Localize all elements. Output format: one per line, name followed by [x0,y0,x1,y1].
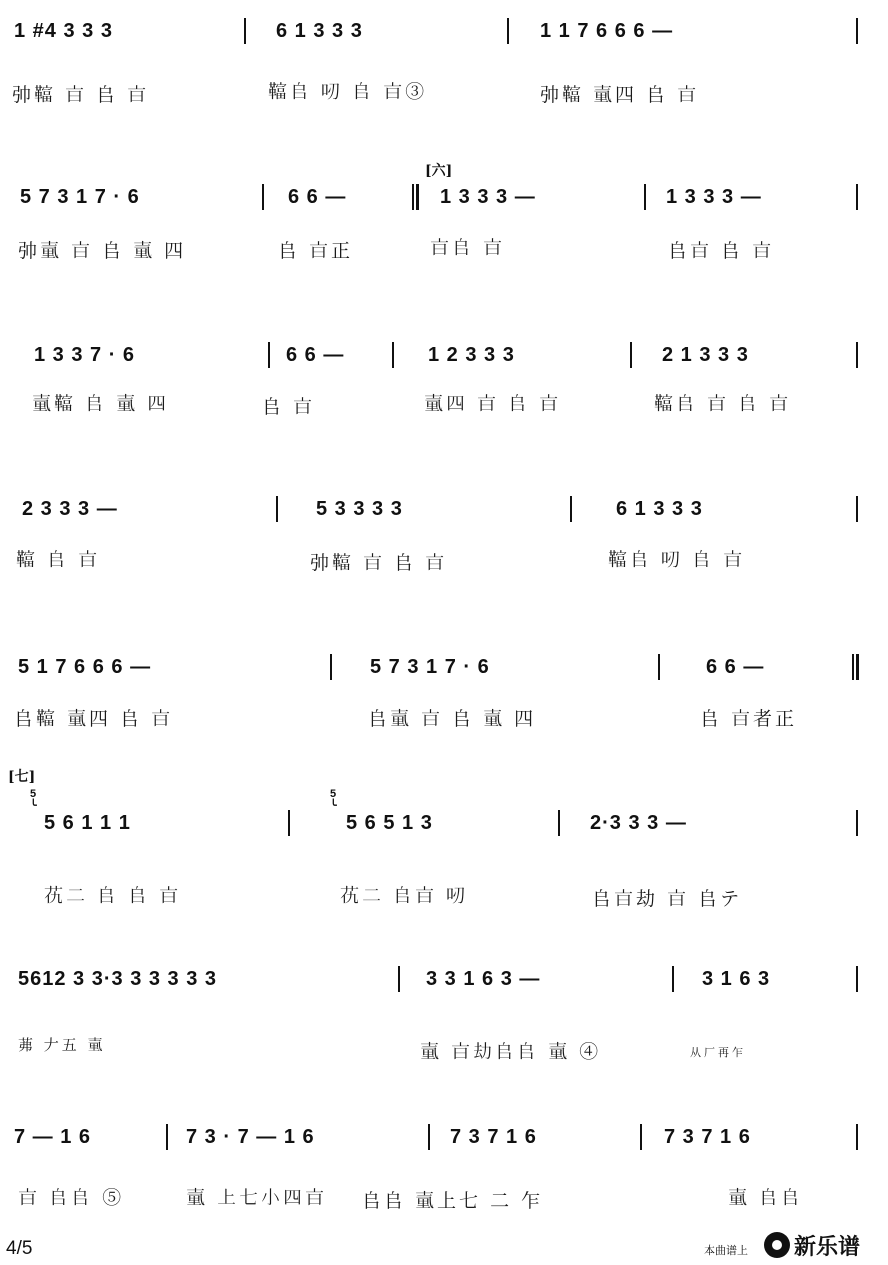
bar-line [288,810,290,836]
jianpu-measure: 1 3 3 3 — [666,186,762,208]
jianpu-measure: 3 1 6 3 [702,968,771,990]
jianzi-tab: 𩍏𠂤 𠯄 𠂤 𣅀 [608,549,746,571]
jianzi-tab: 𡔬 上七小四𣅀 [186,1187,328,1209]
jianpu-measure: 1 3 3 7 · 6 [34,344,136,366]
jianpu-measure: 1 #4 3 3 3 [14,20,113,42]
page-number: 4/5 [6,1238,33,1259]
jianzi-tab: 𠂤𣅀 𠂤 𣅀 [668,240,775,262]
jianzi-tab: 𩍏𠂤 𠯄 𠂤 𣅀③ [268,81,428,103]
jianzi-tab: 𩍏 𠂤 𣅀 [16,549,101,571]
bar-line [672,966,674,992]
bar-line [398,966,400,992]
jianpu-measure: 5612 3 3·3 3 3 3 3 3 [18,968,218,990]
jianzi-tab: 𠂤𣅀劫 𣅀 𠂤テ [592,888,743,910]
jianzi-tab: 𦬖二 𠂤𣅀 𠯄 [340,885,469,907]
jianzi-tab: 𠂤𩍏 𡔬四 𠂤 𣅀 [14,708,174,730]
bar-line [507,18,509,44]
jianzi-tab: 𣅀𠂤 𣅀 [430,237,506,259]
jianpu-measure: 6 1 3 3 3 [276,20,363,42]
bar-line [558,810,560,836]
jianzi-tab: 𠂤𠂤 𡔬上七 二 乍 [362,1190,544,1212]
bar-line [428,1124,430,1150]
bar-line [856,342,858,368]
jianpu-measure: 7 3 7 1 6 [450,1126,537,1148]
jianpu-measure: 7 3 · 7 — 1 6 [186,1126,315,1148]
jianzi-tab: 𡔬 𣅀劫𠂤𠂤 𡔬 ④ [420,1041,602,1063]
source-note: 本曲谱上 [704,1244,748,1257]
jianzi-tab: 𢎭𡔬 𣅀 𠂤 𡔬 四 [18,240,187,262]
grace-note: 5 ╰ [330,788,337,812]
bar-line [856,810,858,836]
jianzi-tab: 𠂤𡔬 𣅀 𠂤 𡔬 四 [368,708,537,730]
jianzi-tab: 𢎭𩍏 𡔬四 𠂤 𣅀 [540,84,700,106]
jianzi-tab: 𣅀 𠂤𠂤 ⑤ [18,1187,125,1209]
bar-line [640,1124,642,1150]
bar-line [392,342,394,368]
bar-line [856,1124,858,1150]
bar-line [856,18,858,44]
jianpu-measure: 7 — 1 6 [14,1126,92,1148]
section-label: [七] [8,769,36,785]
jianzi-tab: 𡔬𩍏 𠂤 𡔬 四 [32,393,170,415]
jianpu-measure: 6 1 3 3 3 [616,498,703,520]
section-label: [六] [425,163,453,179]
jianpu-measure: 5 6 1 1 1 [44,812,131,834]
bar-line [856,496,858,522]
double-bar-line [852,654,859,680]
jianzi-tab: 𢎭𩍏 𣅀 𠂤 𣅀 [310,552,448,574]
jianpu-measure: 2·3 3 3 — [590,812,687,834]
jianzi-tab: 𢎭𩍏 𣅀 𠂤 𣅀 [12,84,150,106]
jianpu-measure: 6 6 — [706,656,765,678]
jianpu-measure: 5 3 3 3 3 [316,498,403,520]
jianpu-measure: 5 1 7 6 6 6 — [18,656,152,678]
jianzi-tab: 茀 𠂇五 𡔬 [18,1036,106,1054]
logo-text: 新乐谱 [794,1234,861,1260]
jianzi-tab: 𡔬四 𣅀 𠂤 𣅀 [424,393,562,415]
jianpu-measure: 1 2 3 3 3 [428,344,515,366]
bar-line [658,654,660,680]
jianpu-measure: 6 6 — [286,344,345,366]
jianpu-measure: 1 1 7 6 6 6 — [540,20,674,42]
bar-line [244,18,246,44]
bar-line [166,1124,168,1150]
jianpu-measure: 5 6 5 1 3 [346,812,433,834]
jianzi-tab: 𠂤 𣅀正 [278,240,354,262]
jianzi-tab: 从厂再乍 [690,1046,746,1059]
bar-line [856,966,858,992]
jianpu-measure: 2 3 3 3 — [22,498,118,520]
jianzi-tab: 𠂤 𣅀者正 [700,708,798,730]
bar-line [330,654,332,680]
jianpu-measure: 3 3 1 6 3 — [426,968,541,990]
bar-line [570,496,572,522]
bar-line [856,184,858,210]
jianpu-measure: 5 7 3 1 7 · 6 [370,656,490,678]
site-logo [764,1230,882,1260]
jianpu-measure: 5 7 3 1 7 · 6 [20,186,140,208]
grace-note: 5 ╰ [30,788,37,812]
jianzi-tab: 𡔬 𠂤𠂤 [728,1187,804,1209]
jianpu-measure: 7 3 7 1 6 [664,1126,751,1148]
jianpu-measure: 2 1 3 3 3 [662,344,749,366]
record-icon [764,1232,790,1258]
jianzi-tab: 𠂤 𣅀 [262,396,316,418]
double-bar-line [412,184,419,210]
jianzi-tab: 𦬖二 𠂤 𠂤 𣅀 [44,885,182,907]
bar-line [630,342,632,368]
bar-line [644,184,646,210]
jianpu-measure: 6 6 — [288,186,347,208]
bar-line [276,496,278,522]
bar-line [262,184,264,210]
bar-line [268,342,270,368]
jianpu-measure: 1 3 3 3 — [440,186,536,208]
jianzi-tab: 𩍏𠂤 𣅀 𠂤 𣅀 [654,393,792,415]
